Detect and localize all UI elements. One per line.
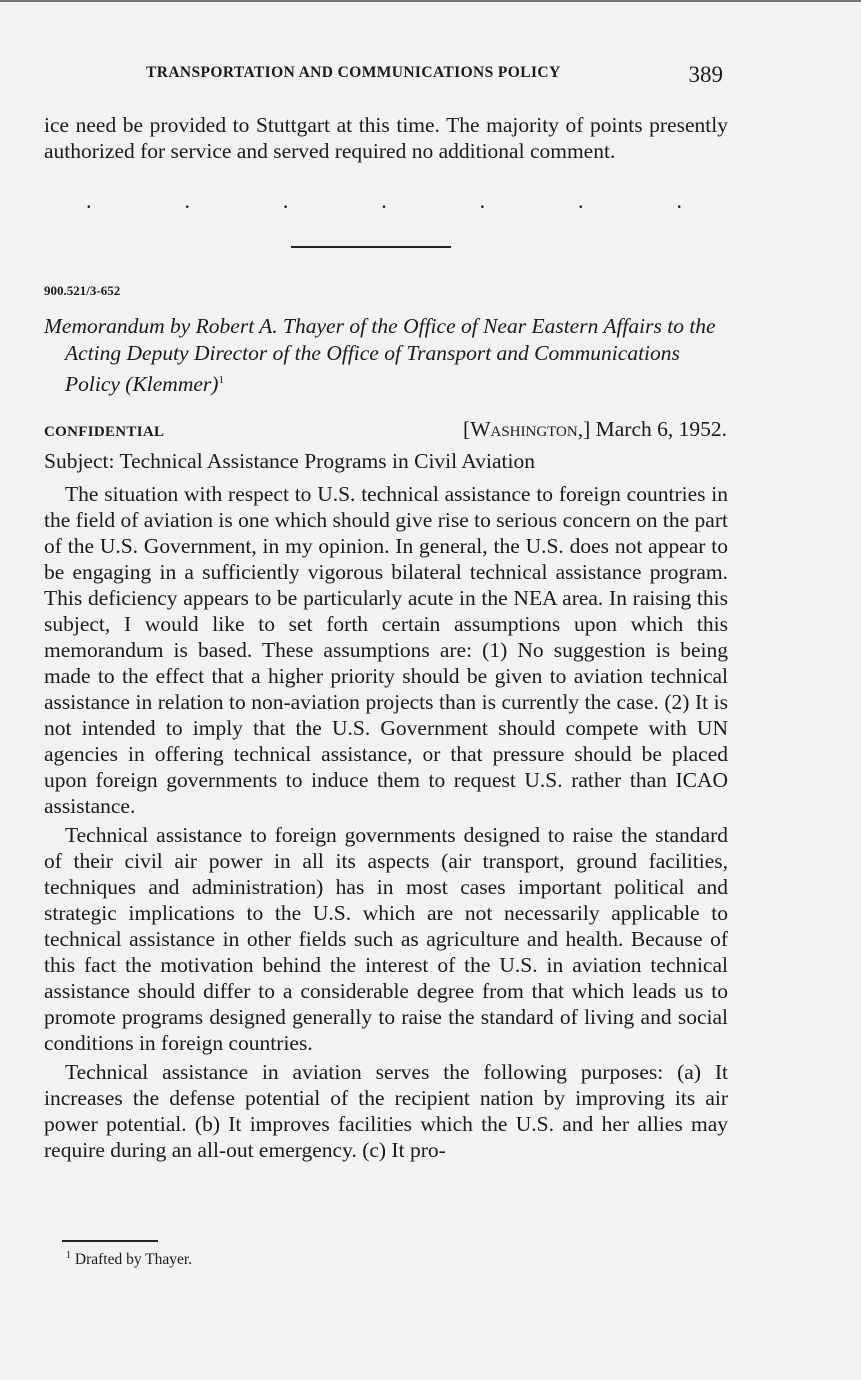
memo-body (44, 481, 728, 1163)
ellipsis-dot: . (86, 188, 92, 213)
classification-label: CONFIDENTIAL (44, 424, 165, 440)
dateline-place: [Washington,] (463, 417, 591, 441)
memo-title-content: Memorandum by Robert A. Thayer of the Office of Near Eastern Affairs to the Acting Deputy Director of the Office of Transport and Communications Policy (Klemmer) (44, 314, 716, 397)
ellipsis-dot: . (381, 188, 387, 213)
body-paragraph: The situation with respect to U.S. technical assistance to foreign countries in the field of aviation is one which should give rise to serious concern on the part of the U.S. Government, in my opinion. In general, the U.S. does not appear to be engaging in a sufficiently vigorous bilateral technical assistance program. This deficiency appears to be particularly acute in the NEA area. In raising this subject, I would like to set forth certain assumptions upon which this memorandum is based. These assumptions are: (1) No suggestion is being made to the effect that a higher priority should be given to aviation technical assistance in relation to non-aviation projects than is currently the case. (2) It is not intended to imply that the U.S. Government should compete with UN agencies in offering technical assistance, or that pressure should be placed upon foreign governments to induce them to request U.S. rather than ICAO assistance. (44, 482, 728, 818)
footnote-divider (62, 1240, 158, 1242)
ellipsis-dot: . (578, 188, 584, 213)
footnote-marker: 1 (66, 1250, 71, 1261)
ellipsis-dot: . (479, 188, 486, 213)
footnote-text: Drafted by Thayer. (74, 1251, 193, 1269)
running-head: TRANSPORTATION AND COMMUNICATIONS POLICY (146, 64, 561, 81)
prior-section-paragraph: ice need be provided to Stuttgart at this time. The majority of points presently authorized for service and served required no additional comment. (44, 113, 728, 163)
ellipsis-dot: . (676, 188, 682, 213)
footnote-reference: 1 (218, 374, 224, 386)
subject-line: Subject: Technical Assistance Programs in Civil Aviation (44, 449, 535, 473)
memo-title (44, 313, 728, 398)
body-paragraph: Technical assistance in aviation serves the following purposes: (a) It increases the defense potential of the recipient nation by improving its air power potential. (b) It improves facilities which the U.S. and her allies may require during an all-out emergency. (c) It pro- (44, 1060, 728, 1162)
body-paragraph: Technical assistance to foreign governments designed to raise the standard of their civil air power in all its aspects (air transport, ground facilities, techniques and administration) has in most cases important political and strategic implications to the U.S. which are not necessarily applicable to technical assistance in other fields such as agriculture and health. Because of this fact the motivation behind the interest of the U.S. in aviation technical assistance should differ to a considerable degree from that which leads us to promote programs designed generally to raise the standard of living and social conditions in foreign countries. (44, 823, 728, 1055)
ellipsis-dot: . (184, 188, 190, 213)
dateline-date: March 6, 1952. (595, 417, 727, 441)
page-number: 389 (688, 62, 723, 87)
ellipsis-dot: . (282, 188, 289, 213)
dateline (463, 417, 727, 442)
page-top-edge (0, 0, 861, 2)
footnote (66, 1250, 192, 1269)
section-divider (291, 246, 451, 248)
ellipsis-dots (86, 188, 682, 214)
prior-section-text (44, 112, 728, 164)
file-number: 900.521/3-652 (44, 283, 121, 298)
memo-title-text (44, 313, 728, 398)
